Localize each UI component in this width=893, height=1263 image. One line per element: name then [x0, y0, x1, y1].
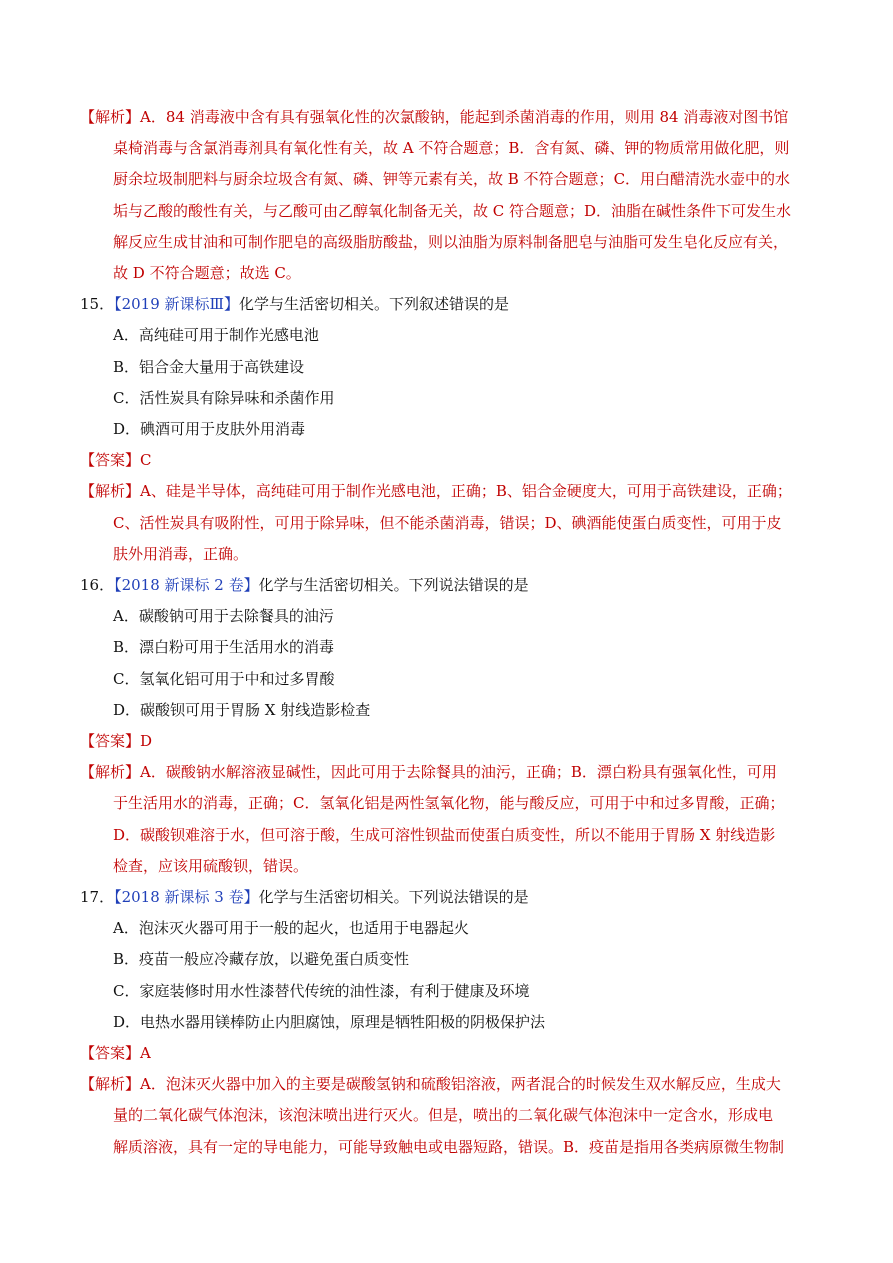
analysis-line	[113, 138, 789, 158]
analysis-line	[113, 544, 248, 564]
question-stem: 化学与生活密切相关。下列叙述错误的是	[239, 295, 510, 314]
analysis-line	[80, 762, 777, 782]
analysis-line	[113, 169, 790, 189]
analysis-text: 垢与乙酸的酸性有关，与乙酸可由乙醇氧化制备无关，故 C 符合题意；D．油脂在碱性条件下可发生水	[113, 201, 792, 220]
question-option: A．碳酸钠可用于去除餐具的油污	[113, 607, 334, 626]
analysis-line	[113, 856, 308, 876]
analysis-text: 桌椅消毒与含氯消毒剂具有氧化性有关，故 A 不符合题意；B．含有氮、磷、钾的物质常用做化肥，则	[113, 139, 790, 158]
answer-line	[80, 731, 152, 751]
analysis-text: 于生活用水的消毒，正确；C．氢氧化铝是两性氢氧化物，能与酸反应，可用于中和过多胃酸，正确；	[113, 794, 785, 813]
analysis-text: 检查，应该用硫酸钡，错误。	[113, 856, 309, 875]
question-number: 15．	[80, 295, 115, 314]
question-stem: 化学与生活密切相关。下列说法错误的是	[258, 576, 529, 594]
question-option: A．高纯硅可用于制作光感电池	[113, 326, 319, 345]
question-option: C．家庭装修时用水性漆替代传统的油性漆，有利于健康及环境	[113, 981, 530, 1000]
analysis-text: 肤外用消毒，正确。	[113, 544, 249, 563]
question-number: 16．	[80, 576, 115, 594]
question-source: 【2018 新课标 2 卷】	[114, 576, 259, 594]
answer-value: A	[140, 1044, 151, 1062]
analysis-line	[113, 825, 775, 845]
analysis-label: 【解析】	[80, 763, 141, 782]
question-source: 【2019 新课标Ⅲ】	[114, 295, 240, 314]
answer-line	[80, 450, 152, 470]
analysis-text: 解质溶液，具有一定的导电能力，可能导致触电或电器短路，错误。B．疫苗是指用各类病原微生物制	[113, 1137, 785, 1156]
question-stem-line	[80, 575, 529, 595]
question-option: D．碘酒可用于皮肤外用消毒	[113, 420, 306, 438]
question-option: B．铝合金大量用于高铁建设	[113, 357, 305, 376]
question-number: 17．	[80, 888, 115, 906]
answer-label: 【答案】	[80, 732, 141, 750]
answer-value: D	[140, 732, 153, 750]
question-stem-line	[80, 887, 529, 907]
analysis-text: 厨余垃圾制肥料与厨余垃圾含有氮、磷、钾等元素有关，故 B 不符合题意；C．用白醋清洗水壶中的水	[113, 170, 791, 189]
question-stem-line	[80, 294, 509, 314]
analysis-line	[80, 1074, 781, 1094]
analysis-text: 故 D 不符合题意；故选 C。	[113, 264, 301, 282]
analysis-text: C、活性炭具有吸附性，可用于除异味，但不能杀菌消毒，错误；D、碘酒能使蛋白质变性，可用于皮	[113, 513, 782, 532]
analysis-text: A．84 消毒液中含有具有强氧化性的次氯酸钠，能起到杀菌消毒的作用，则用 84 消毒液对图书馆	[140, 108, 789, 126]
analysis-line	[113, 263, 301, 283]
analysis-text: 解反应生成甘油和可制作肥皂的高级脂肪酸盐，则以油脂为原料制备肥皂与油脂可发生皂化反应有关，	[113, 232, 789, 251]
analysis-label: 【解析】	[80, 108, 141, 126]
analysis-line	[113, 1105, 773, 1125]
analysis-line	[80, 481, 792, 501]
answer-label: 【答案】	[80, 451, 141, 470]
analysis-line	[113, 1137, 784, 1157]
question-option: A．泡沫灭火器可用于一般的起火，也适用于电器起火	[113, 919, 469, 938]
analysis-line	[113, 513, 782, 533]
answer-value: C	[140, 451, 152, 470]
question-source: 【2018 新课标 3 卷】	[114, 888, 259, 906]
question-option: B．漂白粉可用于生活用水的消毒	[113, 638, 335, 657]
analysis-line	[113, 793, 784, 813]
question-option: C．氢氧化铝可用于中和过多胃酸	[113, 669, 335, 688]
question-option: D．碳酸钡可用于胃肠 X 射线造影检查	[113, 700, 371, 719]
analysis-line	[113, 232, 788, 252]
analysis-text: A．碳酸钠水解溶液显碱性，因此可用于去除餐具的油污，正确；B．漂白粉具有强氧化性，可用	[140, 763, 777, 782]
analysis-line	[80, 107, 788, 127]
question-option: B．疫苗一般应冷藏存放，以避免蛋白质变性	[113, 950, 410, 969]
analysis-text: 量的二氧化碳气体泡沫，该泡沫喷出进行灭火。但是，喷出的二氧化碳气体泡沫中一定含水，形成电	[113, 1106, 774, 1125]
question-option: D．电热水器用镁棒防止内胆腐蚀，原理是牺牲阳极的阴极保护法	[113, 1012, 546, 1031]
analysis-label: 【解析】	[80, 482, 141, 501]
analysis-label: 【解析】	[80, 1075, 141, 1094]
question-stem: 化学与生活密切相关。下列说法错误的是	[258, 888, 529, 906]
question-option: C．活性炭具有除异味和杀菌作用	[113, 388, 335, 407]
answer-line	[80, 1043, 151, 1063]
analysis-text: A．泡沫灭火器中加入的主要是碳酸氢钠和硫酸铝溶液，两者混合的时候发生双水解反应，生成大	[140, 1075, 781, 1094]
analysis-line	[113, 201, 791, 221]
answer-label: 【答案】	[80, 1044, 141, 1062]
analysis-text: D．碳酸钡难溶于水，但可溶于酸，生成可溶性钡盐而使蛋白质变性，所以不能用于胃肠 X 射线造影	[113, 825, 776, 844]
analysis-text: A、硅是半导体，高纯硅可用于制作光感电池，正确；B、铝合金硬度大，可用于高铁建设，正确；	[140, 482, 792, 501]
